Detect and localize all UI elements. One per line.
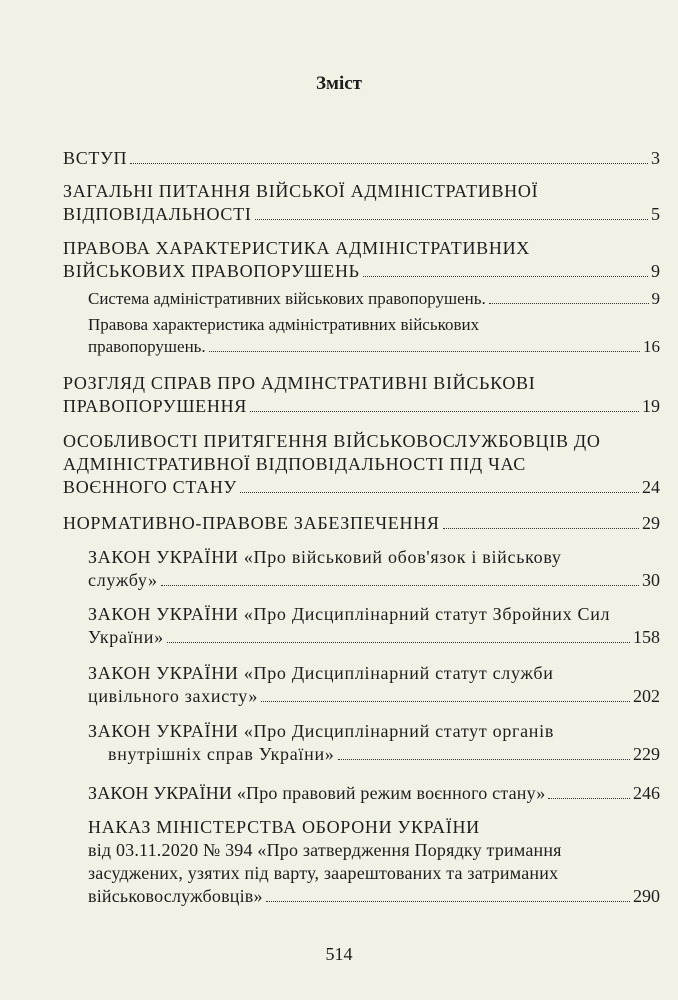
toc-entry-title: Система адміністративних військових правопорушень. [88, 289, 486, 308]
toc-entry-law-armed-forces-statute[interactable] [88, 603, 660, 649]
toc-page-number: 30 [642, 570, 660, 590]
toc-entry-title: правопорушень. [88, 337, 206, 356]
toc-entry-title: НОРМАТИВНО-ПРАВОВЕ ЗАБЕЗПЕЧЕННЯ [63, 513, 440, 533]
toc-entry-title: України» [88, 627, 164, 647]
toc-entry-title-line: ЗАКОН УКРАЇНИ «Про Дисциплінарний статут Збройних Сил [88, 604, 611, 624]
dot-leader [443, 528, 639, 529]
toc-page-number: 3 [651, 148, 660, 168]
toc-entry-martial-law-liability[interactable] [63, 430, 660, 499]
toc-entry-title-line: від 03.11.2020 № 394 «Про затвердження Порядку тримання [88, 840, 562, 860]
dot-leader [209, 351, 640, 352]
toc-page-number: 229 [633, 744, 660, 764]
toc-page-number: 290 [633, 886, 660, 906]
toc-entry-title-line: ЗАКОН УКРАЇНИ «Про Дисциплінарний статут служби [88, 663, 554, 683]
toc-page-number: 9 [651, 261, 660, 281]
toc-entry-title-line: ЗАКОН УКРАЇНИ «Про Дисциплінарний статут органів [88, 721, 555, 741]
toc-entry-law-military-duty[interactable] [88, 546, 660, 592]
toc-entry-legal-characteristics[interactable] [63, 237, 660, 283]
toc-subentry-characteristics[interactable] [88, 314, 660, 358]
toc-page-number: 9 [651, 289, 660, 308]
toc-page-number: 19 [642, 396, 660, 416]
toc-entry-title-line: ПРАВОВА ХАРАКТЕРИСТИКА АДМІНІСТРАТИВНИХ [63, 238, 530, 258]
toc-entry-ministry-order[interactable] [88, 816, 660, 908]
toc-entry-title: ВІЙСЬКОВИХ ПРАВОПОРУШЕНЬ [63, 261, 360, 281]
toc-entry-title: ВСТУП [63, 148, 128, 168]
toc-page-number: 202 [633, 686, 660, 706]
toc-entry-law-civil-protection-statute[interactable] [88, 662, 660, 708]
toc-entry-law-internal-affairs-statute[interactable] [88, 720, 660, 766]
toc-subentry-system[interactable] [88, 288, 660, 310]
dot-leader [261, 701, 630, 702]
toc-entry-title-line: АДМІНІСТРАТИВНОЇ ВІДПОВІДАЛЬНОСТІ ПІД ЧАС [63, 454, 526, 474]
toc-entry-title-line: ЗАГАЛЬНІ ПИТАННЯ ВІЙСЬКОЇ АДМІНІСТРАТИВНОЇ [63, 181, 539, 201]
toc-page-number: 158 [633, 627, 660, 647]
dot-leader [255, 219, 648, 220]
dot-leader [167, 642, 630, 643]
toc-entry-title: ЗАКОН УКРАЇНИ «Про правовий режим воєнного стану» [88, 783, 546, 803]
dot-leader [266, 901, 630, 902]
toc-entry-title-line: засуджених, узятих під варту, заарештованих та затриманих [88, 863, 559, 883]
dot-leader [161, 585, 639, 586]
dot-leader [250, 411, 639, 412]
toc-page-number: 246 [633, 783, 660, 803]
toc-entry-title: військовослужбовців» [88, 886, 263, 906]
toc-page-number: 29 [642, 513, 660, 533]
dot-leader [548, 798, 630, 799]
toc-entry-title: ПРАВОПОРУШЕННЯ [63, 396, 247, 416]
page-number: 514 [325, 944, 353, 964]
toc-page-number: 16 [643, 337, 660, 356]
toc-entry-title: службу» [88, 570, 158, 590]
toc-title: Зміст [315, 73, 362, 94]
toc-entry-intro[interactable] [63, 147, 660, 170]
toc-entry-title-line: ЗАКОН УКРАЇНИ «Про військовий обов'язок і військову [88, 547, 562, 567]
toc-entry-title-line: ОСОБЛИВОСТІ ПРИТЯГЕННЯ ВІЙСЬКОВОСЛУЖБОВЦІВ ДО [63, 431, 601, 451]
dot-leader [240, 492, 639, 493]
toc-entry-title: внутрішніх справ України» [108, 744, 335, 764]
toc-entry-title-line: РОЗГЛЯД СПРАВ ПРО АДМІНСТРАТИВНІ ВІЙСЬКОВІ [63, 373, 536, 393]
dot-leader [363, 276, 648, 277]
toc-entry-law-martial-law-regime[interactable] [88, 782, 660, 805]
toc-entry-case-review[interactable] [63, 372, 660, 418]
toc-entry-regulatory-framework[interactable] [63, 512, 660, 535]
toc-page-number: 24 [642, 477, 660, 497]
dot-leader [489, 303, 649, 304]
dot-leader [338, 759, 631, 760]
toc-entry-title: ВІДПОВІДАЛЬНОСТІ [63, 204, 252, 224]
toc-page-number: 5 [651, 204, 660, 224]
toc-entry-title-line: Правова характеристика адміністративних військових [88, 315, 480, 334]
toc-entry-general-issues[interactable] [63, 180, 660, 226]
toc-entry-title: цивільного захисту» [88, 686, 259, 706]
toc-entry-title-line: НАКАЗ МІНІСТЕРСТВА ОБОРОНИ УКРАЇНИ [88, 817, 480, 837]
dot-leader [130, 163, 648, 164]
toc-entry-title: ВОЄННОГО СТАНУ [63, 477, 237, 497]
